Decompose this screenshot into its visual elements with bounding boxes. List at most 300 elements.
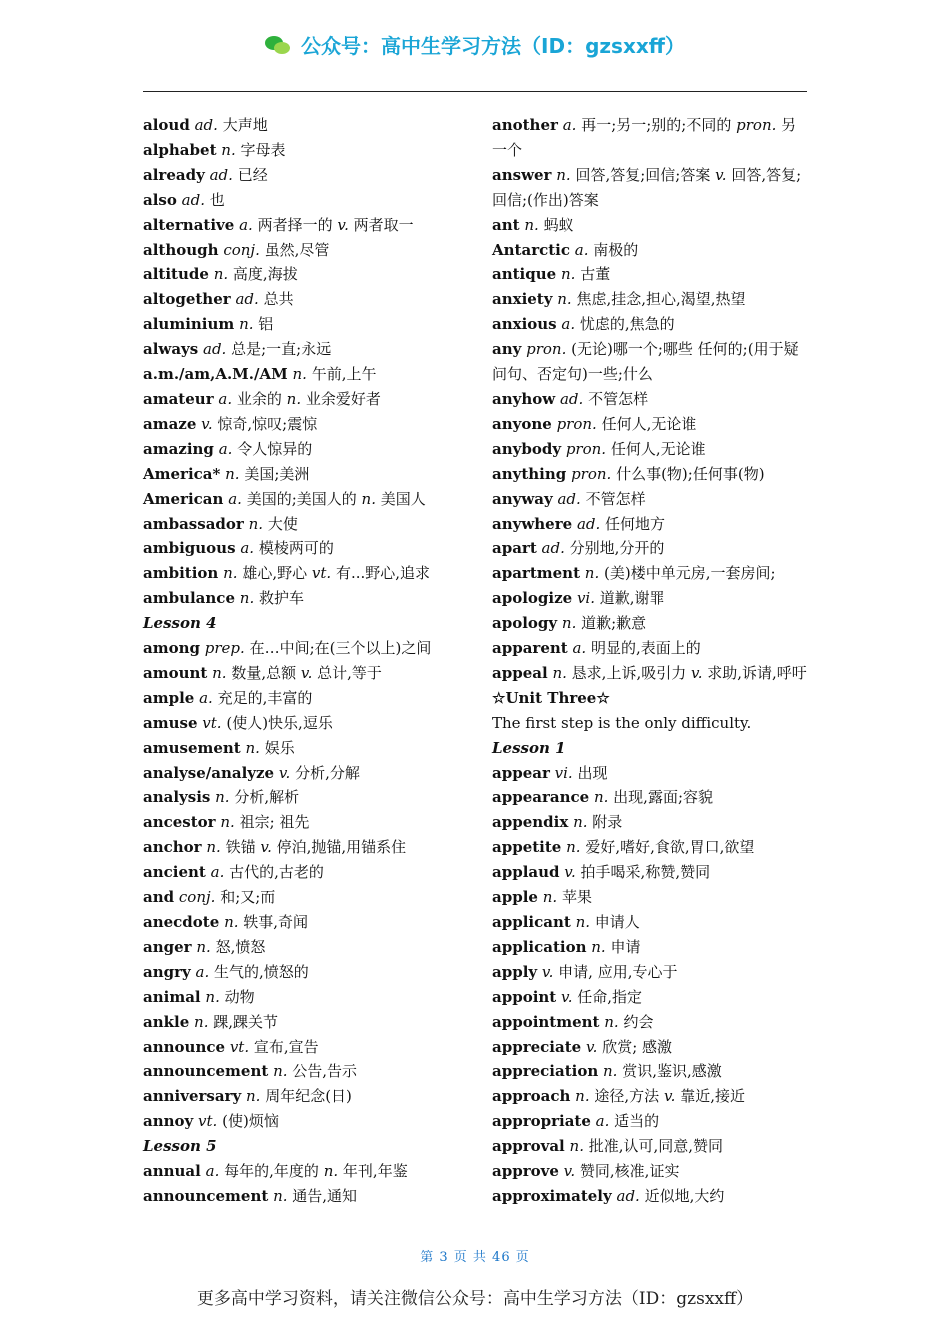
- entry-word: anyone: [492, 414, 552, 433]
- entry-pos: n.: [273, 1186, 288, 1205]
- entry-pos: n.: [224, 913, 239, 931]
- vocab-entry: [143, 487, 463, 512]
- entry-definition: 铝: [258, 315, 274, 334]
- entry-pos: n.: [603, 1062, 618, 1081]
- entry-definition: 总是;一直;永远: [231, 340, 332, 359]
- entry-pos-secondary: v.: [663, 1087, 676, 1106]
- entry-pos: vt.: [229, 1037, 250, 1056]
- entry-pos: a.: [572, 639, 587, 658]
- entry-definition-secondary: 求助,诉请,呼吁: [707, 663, 807, 682]
- vocab-entry: [143, 213, 463, 238]
- entry-definition: 适当的: [614, 1112, 660, 1131]
- entry-word: apply: [492, 962, 538, 981]
- entry-pos: n.: [212, 663, 227, 682]
- entry-definition: 雄心,野心: [242, 564, 308, 583]
- entry-pos-secondary: pron.: [736, 116, 777, 134]
- entry-pos: v.: [585, 1037, 598, 1056]
- entry-definition: 铁锚: [225, 838, 256, 857]
- entry-word: amuse: [143, 713, 198, 732]
- entry-word: American: [143, 489, 224, 508]
- entry-word: Antarctic: [492, 240, 570, 259]
- entry-definition: 道歉,谢罪: [599, 589, 665, 608]
- entry-definition: 任何人,无论谁: [601, 414, 697, 433]
- vocab-entry: [143, 188, 463, 213]
- vocab-entry: [143, 1109, 463, 1134]
- entry-definition: 再一;另一;别的;不同的: [581, 116, 732, 134]
- entry-word: announcement: [143, 1062, 269, 1081]
- entry-definition: 忧虑的,焦急的: [579, 315, 675, 334]
- entry-word: appear: [492, 763, 550, 782]
- entry-word: anyway: [492, 489, 553, 508]
- entry-word: anybody: [492, 439, 562, 458]
- entry-definition-secondary: 业余爱好者: [305, 389, 381, 408]
- entry-definition: 模棱两可的: [258, 539, 334, 558]
- entry-word: also: [143, 190, 177, 209]
- entry-definition: 焦虑,挂念,担心,渴望,热望: [576, 290, 746, 309]
- vocab-entry: [143, 586, 463, 611]
- entry-definition-secondary: 靠近,接近: [680, 1087, 745, 1106]
- entry-word: ancestor: [143, 813, 216, 832]
- vocab-entry: [143, 661, 463, 686]
- entry-definition: 申请: [610, 937, 641, 956]
- entry-pos: n.: [213, 265, 229, 284]
- entry-definition-secondary: 美国人: [380, 489, 426, 508]
- vocab-entry: [492, 1184, 810, 1209]
- header-title: 公众号：高中生学习方法（ID：gzsxxff）: [301, 34, 685, 58]
- entry-pos: n.: [245, 738, 260, 757]
- entry-pos: vt.: [202, 713, 222, 732]
- vocab-entry: [143, 810, 463, 835]
- entry-pos: ad.: [209, 165, 233, 184]
- entry-pos: n.: [239, 315, 254, 334]
- entry-pos: n.: [196, 937, 211, 956]
- vocab-entry: [492, 337, 810, 387]
- vocab-entry: [143, 1010, 463, 1035]
- entry-pos-secondary: n.: [323, 1162, 339, 1181]
- entry-pos: a.: [218, 439, 233, 458]
- entry-definition: 怒,愤怒: [215, 937, 266, 956]
- vocab-entry: [143, 387, 463, 412]
- entry-word: apartment: [492, 564, 581, 583]
- vocab-entry: [492, 1059, 810, 1084]
- entry-pos: n.: [560, 265, 576, 284]
- vocab-entry: [492, 487, 810, 512]
- vocab-entry: [492, 1010, 810, 1035]
- entry-pos: a.: [195, 962, 210, 981]
- entry-definition: 公告,告示: [292, 1062, 358, 1081]
- entry-pos: pron.: [556, 414, 597, 433]
- entry-pos: n.: [245, 1087, 261, 1106]
- entry-pos: v.: [541, 962, 554, 981]
- entry-pos: n.: [561, 614, 577, 633]
- vocab-entry: [492, 238, 810, 263]
- entry-word: anyhow: [492, 389, 556, 408]
- entry-pos: a.: [205, 1162, 220, 1181]
- entry-pos: n.: [556, 165, 571, 184]
- entry-definition: 通告,通知: [292, 1186, 358, 1205]
- entry-word: apple: [492, 888, 538, 907]
- entry-definition-secondary: 另一个: [492, 116, 797, 159]
- entry-word: anxiety: [492, 290, 553, 309]
- vocab-entry: [143, 636, 463, 661]
- entry-word: apart: [492, 539, 537, 558]
- lesson-heading: [143, 1134, 463, 1159]
- entry-word: anniversary: [143, 1087, 242, 1106]
- entry-word: among: [143, 639, 200, 658]
- entry-word: any: [492, 340, 522, 359]
- entry-word: anchor: [143, 838, 202, 857]
- entry-word: apparent: [492, 639, 568, 658]
- entry-definition-secondary: 两者取一: [353, 215, 414, 234]
- entry-definition: 业余的: [236, 389, 282, 408]
- entry-pos: n.: [215, 788, 230, 807]
- wechat-icon: [265, 34, 293, 56]
- entry-word: America*: [143, 464, 221, 483]
- vocab-entry: [143, 113, 463, 138]
- entry-pos: ad.: [576, 514, 601, 533]
- entry-word: ample: [143, 688, 195, 707]
- entry-word: answer: [492, 165, 552, 184]
- entry-word: applaud: [492, 863, 560, 882]
- entry-definition: 任何地方: [605, 514, 666, 533]
- entry-pos: n.: [557, 290, 572, 309]
- entry-pos: ad.: [181, 190, 205, 209]
- entry-pos: n.: [205, 987, 220, 1006]
- entry-word: antique: [492, 265, 557, 284]
- entry-word: another: [492, 116, 558, 134]
- entry-word: animal: [143, 987, 201, 1006]
- entry-pos: n.: [273, 1062, 288, 1081]
- entry-definition: 任何人,无论谁: [610, 439, 706, 458]
- entry-word: ankle: [143, 1012, 190, 1031]
- entry-word: ambassador: [143, 514, 244, 533]
- entry-pos: conj.: [178, 888, 216, 907]
- entry-word: ambiguous: [143, 539, 236, 558]
- entry-pos-secondary: v.: [300, 663, 313, 682]
- entry-pos: a.: [199, 688, 213, 707]
- entry-definition: 大使: [267, 514, 298, 533]
- vocab-entry: [143, 885, 463, 910]
- entry-definition: 大声地: [222, 116, 268, 134]
- entry-definition: 娱乐: [264, 738, 295, 757]
- vocab-entry: [492, 985, 810, 1010]
- entry-pos: ad.: [194, 116, 218, 134]
- vocab-entry: [143, 960, 463, 985]
- entry-word: amaze: [143, 414, 197, 433]
- entry-definition: 赏识,鉴识,感激: [622, 1062, 722, 1081]
- entry-definition: 也: [209, 190, 225, 209]
- entry-pos-secondary: v.: [691, 663, 703, 682]
- entry-definition: 分析,解析: [234, 788, 300, 807]
- entry-definition: 动物: [224, 987, 255, 1006]
- entry-word: appendix: [492, 813, 569, 832]
- entry-pos: n.: [542, 888, 558, 907]
- vocab-entry: [143, 686, 463, 711]
- entry-definition: (美)楼中单元房,一套房间;: [604, 564, 776, 583]
- vocab-entry: [492, 1134, 810, 1159]
- entry-pos: n.: [221, 140, 236, 159]
- entry-definition: 生气的,愤怒的: [214, 962, 309, 981]
- vocab-entry: [143, 1159, 463, 1184]
- entry-definition: 踝,踝关节: [213, 1012, 279, 1031]
- vocab-entry: [492, 785, 810, 810]
- entry-pos: ad.: [557, 489, 581, 508]
- entry-definition: (无论)哪一个;哪些 任何的;(用于疑问句、否定句)一些;什么: [492, 340, 799, 384]
- vocab-entry: [143, 362, 463, 387]
- entry-definition: 每年的,年度的: [224, 1162, 319, 1181]
- entry-pos: ad.: [559, 389, 584, 408]
- entry-word: ant: [492, 215, 520, 234]
- unit-heading: [492, 686, 810, 711]
- entry-word: appeal: [492, 663, 548, 682]
- entry-definition: 两者择一的: [257, 215, 333, 234]
- vocab-entry: [143, 312, 463, 337]
- entry-definition: 近似地,大约: [644, 1186, 725, 1205]
- vocab-entry: [143, 1059, 463, 1084]
- entry-word: appropriate: [492, 1112, 591, 1131]
- entry-definition: 蚂蚁: [543, 215, 574, 234]
- entry-pos: a.: [228, 489, 242, 508]
- entry-pos: n.: [223, 564, 238, 583]
- entry-definition: 爱好,嗜好,食欲,胃口,欲望: [585, 838, 755, 857]
- lesson-title: Lesson 5: [143, 1137, 217, 1156]
- vocab-entry: [143, 1184, 463, 1209]
- entry-pos: n.: [566, 838, 581, 857]
- entry-pos: n.: [206, 838, 221, 857]
- entry-word: approach: [492, 1087, 571, 1106]
- entry-pos: ad.: [203, 340, 227, 359]
- entry-pos-secondary: n.: [361, 489, 376, 508]
- vocab-entry: [492, 462, 810, 487]
- motto-text: The first step is the only difficulty.: [492, 713, 752, 732]
- entry-definition-secondary: 年刊,年鉴: [342, 1162, 408, 1181]
- lesson-heading: [492, 736, 810, 761]
- entry-definition: 令人惊异的: [237, 439, 313, 458]
- entry-word: appoint: [492, 987, 557, 1006]
- entry-definition-secondary: 总计,等于: [317, 663, 382, 682]
- vocab-entry: [143, 412, 463, 437]
- entry-pos: pron.: [565, 439, 607, 458]
- entry-pos-secondary: v.: [715, 165, 727, 184]
- vocab-entry: [143, 238, 463, 263]
- entry-definition: 申请, 应用,专心于: [558, 962, 678, 981]
- entry-pos: n.: [575, 913, 590, 931]
- vocab-entry: [492, 536, 810, 561]
- vocab-entry: [492, 113, 810, 163]
- entry-pos: n.: [569, 1137, 584, 1156]
- entry-word: anger: [143, 937, 192, 956]
- vocab-entry: [492, 1035, 810, 1060]
- vocab-entry: [492, 910, 810, 935]
- entry-pos: v.: [563, 1162, 576, 1181]
- vocab-entry: [492, 287, 810, 312]
- entry-pos-secondary: vt.: [311, 564, 332, 583]
- vocab-entry: [492, 1084, 810, 1109]
- vocab-entry: [143, 835, 463, 860]
- entry-definition: 周年纪念(日): [265, 1087, 352, 1106]
- entry-definition: 不管怎样: [585, 489, 646, 508]
- vocab-entry: [143, 1084, 463, 1109]
- lesson-title: Lesson 1: [492, 738, 566, 757]
- entry-definition: 和;又;而: [220, 888, 276, 907]
- vocab-entry: [492, 512, 810, 537]
- entry-definition: 不管怎样: [588, 389, 649, 408]
- vocab-entry: [143, 512, 463, 537]
- entry-definition: 赞同,核准,证实: [579, 1162, 680, 1181]
- entry-definition: 拍手喝采,称赞,赞同: [580, 863, 711, 882]
- entry-word: altogether: [143, 290, 231, 309]
- vocab-entry: [143, 163, 463, 188]
- entry-word: amazing: [143, 439, 214, 458]
- entry-definition: 救护车: [259, 589, 305, 608]
- entry-pos: n.: [194, 1012, 209, 1031]
- entry-definition: 恳求,上诉,吸引力: [571, 663, 687, 682]
- entry-word: aloud: [143, 116, 190, 134]
- entry-pos: a.: [595, 1112, 610, 1131]
- entry-definition: 午前,上午: [311, 365, 377, 384]
- entry-pos: n.: [593, 788, 609, 807]
- vocab-entry: [492, 960, 810, 985]
- vocab-entry: [143, 935, 463, 960]
- entry-pos: a.: [240, 539, 255, 558]
- header-divider: [143, 91, 807, 92]
- entry-definition: 高度,海拔: [232, 265, 298, 284]
- entry-word: always: [143, 340, 199, 359]
- entry-word: announcement: [143, 1186, 269, 1205]
- vocab-entry: [143, 860, 463, 885]
- unit-title: ☆Unit Three☆: [492, 688, 610, 707]
- vocab-entry: [143, 761, 463, 786]
- entry-pos-secondary: v.: [337, 215, 349, 234]
- vocab-entry: [143, 138, 463, 163]
- entry-pos: n.: [220, 813, 235, 832]
- entry-definition: 明显的,表面上的: [590, 639, 701, 658]
- entry-pos: a.: [574, 240, 589, 259]
- entry-word: annual: [143, 1162, 201, 1181]
- entry-pos: prep.: [204, 639, 245, 658]
- entry-pos: a.: [562, 116, 577, 134]
- entry-word: appreciate: [492, 1037, 582, 1056]
- vocab-entry: [492, 761, 810, 786]
- vocab-entry: [143, 985, 463, 1010]
- entry-definition: 回答,答复;回信;答案: [575, 165, 711, 184]
- entry-pos: a.: [561, 315, 576, 334]
- vocab-entry: [143, 287, 463, 312]
- vocab-entry: [143, 785, 463, 810]
- vocab-entry: [143, 536, 463, 561]
- entry-word: altitude: [143, 265, 209, 284]
- vocab-entry: [492, 312, 810, 337]
- vocab-entry: [492, 262, 810, 287]
- entry-word: alternative: [143, 215, 235, 234]
- entry-word: anecdote: [143, 913, 220, 931]
- entry-word: ambulance: [143, 589, 235, 608]
- vocab-entry: [492, 636, 810, 661]
- entry-word: a.m./am,A.M./AM: [143, 365, 288, 384]
- entry-pos: v.: [201, 414, 213, 433]
- entry-pos: n.: [292, 365, 307, 384]
- right-column: [492, 113, 810, 1209]
- entry-word: amusement: [143, 738, 241, 757]
- entry-word: apology: [492, 614, 558, 633]
- entry-definition: 宣布,宣告: [253, 1037, 319, 1056]
- entry-pos-secondary: v.: [260, 838, 272, 857]
- motto-line: [492, 711, 810, 736]
- entry-word: approval: [492, 1137, 565, 1156]
- entry-word: and: [143, 888, 175, 907]
- entry-definition: 附录: [592, 813, 623, 832]
- entry-word: ancient: [143, 863, 206, 882]
- entry-definition: 美国;美洲: [244, 464, 310, 483]
- entry-word: alphabet: [143, 140, 217, 159]
- entry-definition: 总共: [263, 290, 294, 309]
- entry-word: anywhere: [492, 514, 573, 533]
- entry-definition: (使)烦恼: [222, 1112, 279, 1131]
- entry-definition: 什么事(物);任何事(物): [616, 464, 765, 483]
- vocab-entry: [492, 860, 810, 885]
- entry-word: appreciation: [492, 1062, 599, 1081]
- entry-definition-secondary: 回答,答复;回信;(作出)答案: [492, 165, 802, 209]
- vocab-entry: [143, 910, 463, 935]
- entry-pos: v.: [564, 863, 576, 882]
- vocab-entry: [143, 736, 463, 761]
- entry-word: appointment: [492, 1012, 600, 1031]
- entry-pos: conj.: [223, 240, 260, 259]
- entry-definition: 祖宗; 祖先: [239, 813, 310, 832]
- vocab-entry: [143, 437, 463, 462]
- entry-definition: 申请人: [594, 913, 640, 931]
- entry-pos: a.: [218, 389, 233, 408]
- vocab-entry: [492, 213, 810, 238]
- entry-pos: n.: [239, 589, 255, 608]
- entry-word: angry: [143, 962, 191, 981]
- entry-word: analyse/analyze: [143, 763, 275, 782]
- vocab-entry: [143, 711, 463, 736]
- entry-definition: 已经: [237, 165, 268, 184]
- entry-definition: 古董: [580, 265, 611, 284]
- page-header: [0, 30, 950, 60]
- vocab-entry: [492, 412, 810, 437]
- entry-word: anxious: [492, 315, 557, 334]
- lesson-heading: [143, 611, 463, 636]
- entry-word: apologize: [492, 589, 573, 608]
- entry-word: application: [492, 937, 587, 956]
- entry-definition: 轶事,奇闻: [243, 913, 309, 931]
- vocab-entry: [143, 462, 463, 487]
- entry-definition-secondary: 停泊,抛锚,用锚系住: [276, 838, 407, 857]
- entry-definition: 欣赏; 感激: [602, 1037, 673, 1056]
- page-indicator: 第 3 页 共 46 页: [420, 1250, 530, 1265]
- entry-definition: 批准,认可,同意,赞同: [588, 1137, 724, 1156]
- entry-pos: v.: [278, 763, 291, 782]
- entry-word: anything: [492, 464, 567, 483]
- vocab-entry: [492, 561, 810, 586]
- vocab-entry: [492, 387, 810, 412]
- entry-definition: (使人)快乐,逗乐: [226, 713, 333, 732]
- entry-word: amount: [143, 663, 208, 682]
- entry-definition: 南极的: [593, 240, 639, 259]
- vocab-entry: [492, 835, 810, 860]
- vocab-entry: [492, 885, 810, 910]
- entry-pos: n.: [248, 514, 264, 533]
- entry-word: applicant: [492, 913, 571, 931]
- entry-pos: ad.: [616, 1186, 640, 1205]
- entry-definition: 惊奇,惊叹;震惊: [217, 414, 318, 433]
- vocab-entry: [492, 611, 810, 636]
- entry-definition: 充足的,丰富的: [217, 688, 313, 707]
- entry-definition: 途径,方法: [594, 1087, 660, 1106]
- entry-word: appearance: [492, 788, 590, 807]
